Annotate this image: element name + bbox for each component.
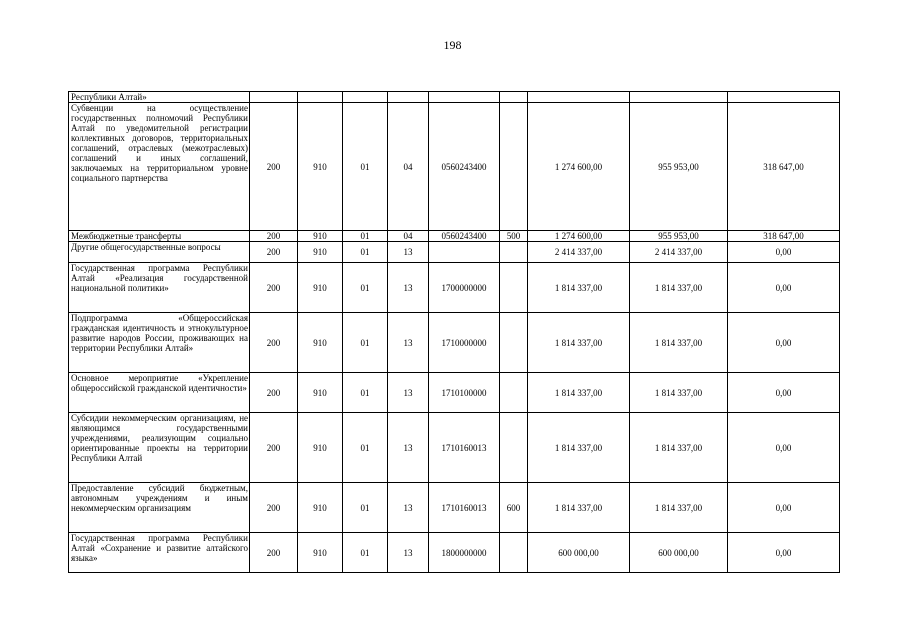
col-subchapter: 13 (388, 263, 429, 313)
col-expense-type (500, 373, 528, 413)
col-sum-1: 1 274 600,00 (528, 103, 630, 231)
table-row (69, 533, 840, 573)
col-sum-1: 1 814 337,00 (528, 413, 630, 483)
page-number: 198 (443, 38, 462, 52)
col-sum-3: 0,00 (728, 313, 840, 373)
col-sum-2: 1 814 337,00 (630, 483, 728, 533)
col-sum-3: 0,00 (728, 483, 840, 533)
table-row (69, 483, 840, 533)
col-expense-type: 600 (500, 483, 528, 533)
row-name: Другие общегосударственные вопросы (69, 242, 250, 263)
col-subchapter: 13 (388, 533, 429, 573)
col-sum-3 (728, 92, 840, 103)
col-target-article: 1710160013 (429, 483, 500, 533)
col-subchapter: 13 (388, 313, 429, 373)
col-sum-2: 1 814 337,00 (630, 373, 728, 413)
col-sum-2 (630, 92, 728, 103)
col-ministry-code: 910 (298, 483, 343, 533)
col-subchapter: 13 (388, 242, 429, 263)
col-chapter: 01 (343, 373, 388, 413)
table-row (69, 92, 840, 103)
col-sum-1: 1 814 337,00 (528, 263, 630, 313)
col-chapter: 01 (343, 413, 388, 483)
col-ministry-code: 910 (298, 231, 343, 242)
col-ministry-code (298, 92, 343, 103)
row-name: Государственная программа Республики Алтай «Сохранение и развитие алтайского языка» (69, 533, 250, 573)
col-sum-3: 318 647,00 (728, 231, 840, 242)
col-expense-type (500, 92, 528, 103)
col-ministry-code: 910 (298, 373, 343, 413)
col-chapter: 01 (343, 263, 388, 313)
col-target-article: 1800000000 (429, 533, 500, 573)
col-sum-3: 318 647,00 (728, 103, 840, 231)
col-section-code: 200 (250, 413, 298, 483)
table-row (69, 373, 840, 413)
table-row (69, 231, 840, 242)
col-sum-1: 1 274 600,00 (528, 231, 630, 242)
col-ministry-code: 910 (298, 313, 343, 373)
col-chapter: 01 (343, 103, 388, 231)
col-target-article: 1700000000 (429, 263, 500, 313)
row-name: Подпрограмма «Общероссийская гражданская идентичность и этнокультурное развитие народов России, проживающих на территории Республики Алтай» (69, 313, 250, 373)
col-subchapter: 04 (388, 231, 429, 242)
row-name: Государственная программа Республики Алтай «Реализация государственной национальной политики» (69, 263, 250, 313)
col-chapter (343, 92, 388, 103)
row-name: Межбюджетные трансферты (69, 231, 250, 242)
col-section-code: 200 (250, 483, 298, 533)
col-sum-2: 955 953,00 (630, 103, 728, 231)
col-expense-type (500, 533, 528, 573)
col-sum-2: 600 000,00 (630, 533, 728, 573)
col-section-code: 200 (250, 263, 298, 313)
col-sum-3: 0,00 (728, 242, 840, 263)
col-section-code: 200 (250, 103, 298, 231)
col-sum-1 (528, 92, 630, 103)
col-chapter: 01 (343, 313, 388, 373)
col-section-code: 200 (250, 533, 298, 573)
col-expense-type (500, 263, 528, 313)
col-target-article: 1710100000 (429, 373, 500, 413)
col-sum-2: 1 814 337,00 (630, 413, 728, 483)
col-sum-3: 0,00 (728, 413, 840, 483)
col-target-article (429, 92, 500, 103)
col-ministry-code: 910 (298, 413, 343, 483)
col-target-article: 0560243400 (429, 231, 500, 242)
col-target-article: 1710160013 (429, 413, 500, 483)
col-expense-type (500, 242, 528, 263)
row-name: Республики Алтай» (69, 92, 250, 103)
row-name: Основное мероприятие «Укрепление общероссийской гражданской идентичности» (69, 373, 250, 413)
table-row (69, 313, 840, 373)
row-name: Субсидии некоммерческим организациям, не являющимся государственными учреждениями, реализующим социально ориентированные проекты на территории Республики Алтай (69, 413, 250, 483)
col-section-code: 200 (250, 242, 298, 263)
col-section-code: 200 (250, 231, 298, 242)
col-ministry-code: 910 (298, 242, 343, 263)
col-sum-1: 600 000,00 (528, 533, 630, 573)
col-ministry-code: 910 (298, 533, 343, 573)
col-expense-type (500, 413, 528, 483)
col-sum-1: 2 414 337,00 (528, 242, 630, 263)
row-name: Субвенции на осуществление государственных полномочий Республики Алтай по уведомительной регистрации коллективных договоров, территориальных соглашений, отраслевых (межотраслевых) соглашений и иных соглашений, заключаемых на территориальном уровне социального партнерства (69, 103, 250, 231)
col-subchapter: 13 (388, 373, 429, 413)
table-row (69, 263, 840, 313)
col-section-code: 200 (250, 313, 298, 373)
col-sum-3: 0,00 (728, 533, 840, 573)
col-expense-type (500, 103, 528, 231)
col-sum-2: 955 953,00 (630, 231, 728, 242)
col-sum-1: 1 814 337,00 (528, 483, 630, 533)
col-sum-2: 1 814 337,00 (630, 263, 728, 313)
col-chapter: 01 (343, 533, 388, 573)
col-subchapter (388, 92, 429, 103)
table-row (69, 103, 840, 231)
col-target-article: 0560243400 (429, 103, 500, 231)
col-expense-type: 500 (500, 231, 528, 242)
col-sum-3: 0,00 (728, 263, 840, 313)
col-sum-3: 0,00 (728, 373, 840, 413)
col-sum-2: 1 814 337,00 (630, 313, 728, 373)
col-chapter: 01 (343, 231, 388, 242)
col-sum-1: 1 814 337,00 (528, 373, 630, 413)
budget-table (68, 91, 840, 573)
row-name: Предоставление субсидий бюджетным, автономным учреждениям и иным некоммерческим организациям (69, 483, 250, 533)
table-row (69, 413, 840, 483)
col-subchapter: 13 (388, 413, 429, 483)
col-section-code: 200 (250, 373, 298, 413)
col-section-code (250, 92, 298, 103)
col-chapter: 01 (343, 483, 388, 533)
col-target-article: 1710000000 (429, 313, 500, 373)
col-chapter: 01 (343, 242, 388, 263)
col-sum-1: 1 814 337,00 (528, 313, 630, 373)
col-ministry-code: 910 (298, 263, 343, 313)
col-subchapter: 13 (388, 483, 429, 533)
col-subchapter: 04 (388, 103, 429, 231)
col-target-article (429, 242, 500, 263)
table-row (69, 242, 840, 263)
col-expense-type (500, 313, 528, 373)
col-ministry-code: 910 (298, 103, 343, 231)
col-sum-2: 2 414 337,00 (630, 242, 728, 263)
